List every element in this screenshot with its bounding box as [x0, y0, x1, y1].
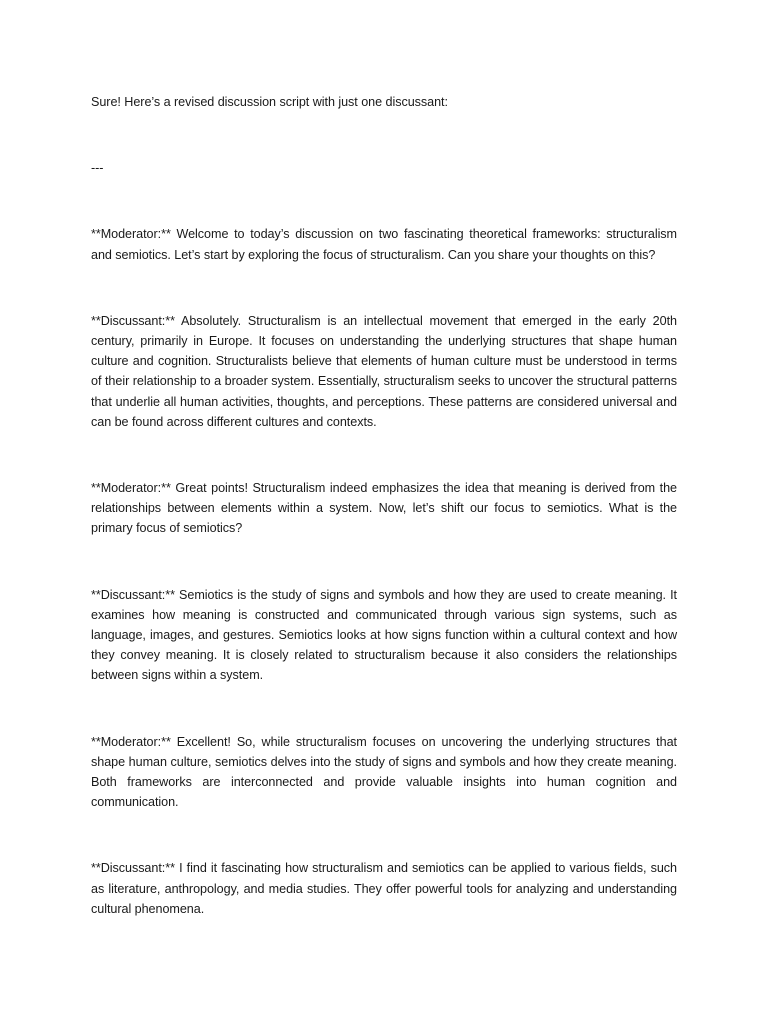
paragraph-discussant-3: **Discussant:** I find it fascinating how structuralism and semiotics can be applied to various fields, such as literature, anthropology, and media studies. They offer powerful tools for analyzing and understanding cultural phenomena. [91, 861, 677, 916]
paragraph-moderator-2: **Moderator:** Great points! Structuralism indeed emphasizes the idea that meaning is derived from the relationships between elements within a system. Now, let’s shift our focus to semiotics. What is the primary focus of semiotics? [91, 481, 677, 536]
paragraph-discussant-1: **Discussant:** Absolutely. Structuralism is an intellectual movement that emerged in the early 20th century, primarily in Europe. It focuses on understanding the underlying structures that shape human culture and cognition. Structuralists believe that elements of human culture must be understood in terms of their relationship to a broader system. Essentially, structuralism seeks to uncover the structural patterns that underlie all human activities, thoughts, and perceptions. These patterns are considered universal and can be found across different cultures and contexts. [91, 313, 677, 429]
paragraph-discussant-2: **Discussant:** Semiotics is the study of signs and symbols and how they are used to create meaning. It examines how meaning is constructed and communicated through various sign systems, such as language, images, and gestures. Semiotics looks at how signs function within a cultural context and how they convey meaning. It is closely related to structuralism because it also considers the relationships between signs within a system. [91, 587, 677, 683]
paragraph-moderator-3: **Moderator:** Excellent! So, while structuralism focuses on uncovering the underlying structures that shape human culture, semiotics delves into the study of signs and symbols and how they create meaning. Both frameworks are interconnected and provide valuable insights into human cognition and communication. [91, 734, 677, 810]
document-page [91, 92, 677, 919]
separator-line: --- [91, 161, 104, 176]
intro-line: Sure! Here’s a revised discussion script with just one discussant: [91, 95, 448, 109]
paragraph-moderator-1: **Moderator:** Welcome to today’s discussion on two fascinating theoretical frameworks: structuralism and semiotics. Let’s start by exploring the focus of structuralism. Can you share your thoughts on this? [91, 227, 677, 262]
